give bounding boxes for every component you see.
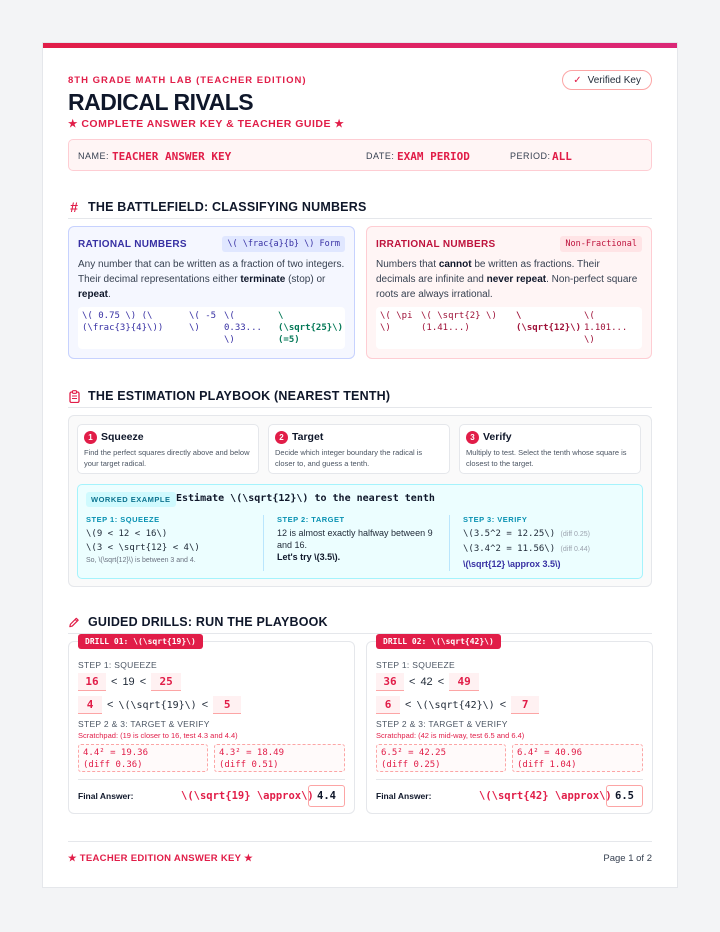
- period-label: PERIOD:: [510, 151, 551, 161]
- target-number: 19: [122, 676, 135, 688]
- final-answer-box[interactable]: 4.4: [308, 785, 345, 807]
- example-item: \( -5 \): [189, 311, 217, 333]
- worked-step-verify: [463, 515, 643, 569]
- step-label: STEP 2 & 3: TARGET & VERIFY: [376, 719, 508, 729]
- card-description: Any number that can be written as a fraction of two integers. Their decimal representations either terminate (stop) or repeat.: [78, 259, 345, 300]
- squeeze-roots-row: [78, 695, 241, 715]
- example-item: \( 0.33... \): [224, 311, 262, 345]
- squeeze-roots-row: [376, 695, 539, 715]
- less-than: <: [499, 699, 507, 711]
- divider: [376, 779, 643, 780]
- student-info-bar: [68, 139, 652, 171]
- section-estimation-header: [68, 385, 652, 408]
- page-title: RADICAL RIVALS: [68, 89, 254, 115]
- period-value: ALL: [552, 150, 572, 163]
- name-value: TEACHER ANSWER KEY: [112, 150, 232, 163]
- squeeze-squares-row: [376, 672, 479, 692]
- radical-expression: \(\sqrt{42}\): [416, 699, 495, 711]
- scratch-calc[interactable]: 4.3² = 18.49 (diff 0.51): [214, 744, 345, 772]
- step-name: Squeeze: [101, 431, 144, 443]
- drill-tag: DRILL 01: \(\sqrt{19}\): [78, 634, 203, 649]
- hash-icon: #: [70, 199, 78, 215]
- less-than: <: [409, 676, 416, 688]
- scratch-calc[interactable]: 6.4² = 40.96 (diff 1.04): [512, 744, 643, 772]
- page-number: Page 1 of 2: [603, 853, 652, 864]
- name-label: NAME:: [78, 151, 110, 161]
- drill-card-2: [366, 637, 653, 814]
- inequality-line: \(9 < 12 < 16\): [86, 529, 168, 539]
- step-label: STEP 2 & 3: TARGET & VERIFY: [78, 719, 210, 729]
- verified-text: Verified Key: [587, 74, 641, 86]
- answer-blank[interactable]: 4: [78, 696, 102, 714]
- step-label: STEP 1: SQUEEZE: [78, 660, 157, 670]
- worked-example: [77, 484, 643, 579]
- examples-box: [78, 307, 345, 349]
- playbook-step-squeeze: [77, 424, 259, 474]
- footer-divider: [68, 841, 652, 842]
- target-number: 42: [420, 676, 433, 688]
- step-label: STEP 2: TARGET: [277, 515, 345, 524]
- step-description: Find the perfect squares directly above and below your target radical.: [84, 448, 250, 468]
- step-note: So, \(\sqrt{12}\) is between 3 and 4.: [86, 557, 196, 564]
- scratchpad-note: Scratchpad: (19 is closer to 16, test 4.3 and 4.4): [78, 731, 238, 740]
- answer-blank[interactable]: 36: [376, 673, 404, 691]
- scratch-calc[interactable]: 4.4² = 19.36 (diff 0.36): [78, 744, 208, 772]
- final-answer-label: Final Answer:: [376, 791, 432, 801]
- less-than: <: [111, 676, 118, 688]
- less-than: <: [139, 676, 147, 688]
- section-title: GUIDED DRILLS: RUN THE PLAYBOOK: [88, 615, 328, 629]
- example-item: \ (\sqrt{12}\): [516, 311, 582, 333]
- step-number: 3: [466, 431, 479, 444]
- scratch-calc[interactable]: 6.5² = 42.25 (diff 0.25): [376, 744, 506, 772]
- answer-blank[interactable]: 5: [213, 696, 241, 714]
- less-than: <: [107, 699, 114, 711]
- page-subtitle: ★ COMPLETE ANSWER KEY & TEACHER GUIDE ★: [68, 118, 345, 130]
- step-number: 2: [275, 431, 288, 444]
- date-value: EXAM PERIOD: [397, 150, 470, 163]
- step-guess: Let's try \(3.5\).: [277, 552, 341, 562]
- example-item: \( \sqrt{2} \) (1.41...): [421, 311, 497, 333]
- answer-blank[interactable]: 49: [449, 673, 479, 691]
- verified-badge: [562, 70, 652, 90]
- date-label: DATE:: [366, 151, 395, 161]
- irrational-numbers-card: [366, 226, 652, 359]
- less-than: <: [201, 699, 209, 711]
- inequality-line: \(3 < \sqrt{12} < 4\): [86, 543, 200, 553]
- step-description: Multiply to test. Select the tenth whose square is closest to the target.: [466, 448, 627, 468]
- answer-blank[interactable]: 7: [511, 696, 539, 714]
- worked-step-target: [277, 515, 447, 563]
- clipboard-icon: [68, 389, 80, 403]
- worked-result: \(\sqrt{12} \approx 3.5\): [463, 559, 561, 569]
- card-title: IRRATIONAL NUMBERS: [376, 239, 496, 250]
- example-item: \( 0.75 \) (\ (\frac{3}{4}\)): [82, 311, 164, 333]
- estimation-playbook: [68, 415, 652, 587]
- step-name: Target: [292, 431, 324, 443]
- playbook-step-target: [268, 424, 450, 474]
- section-title: THE ESTIMATION PLAYBOOK (NEAREST TENTH): [88, 389, 391, 403]
- card-title: RATIONAL NUMBERS: [78, 239, 187, 250]
- playbook-step-verify: [459, 424, 641, 474]
- step-text: 12 is almost exactly halfway between 9 and 16.: [277, 528, 433, 550]
- step-label: STEP 3: VERIFY: [463, 515, 528, 524]
- examples-box: [376, 307, 642, 349]
- divider: [78, 779, 345, 780]
- less-than: <: [437, 676, 445, 688]
- rational-numbers-card: [68, 226, 355, 359]
- drill-tag: DRILL 02: \(\sqrt{42}\): [376, 634, 501, 649]
- drill-card-1: [68, 637, 355, 814]
- verify-line: \(3.5^2 = 12.25\) (diff 0.25): [463, 529, 590, 539]
- form-tag: \( \frac{a}{b} \) Form: [222, 236, 345, 252]
- worked-example-title: Estimate \(\sqrt{12}\) to the nearest tenth: [176, 493, 435, 504]
- section-drills-header: [68, 611, 652, 634]
- pencil-icon: [68, 615, 80, 629]
- step-description: Decide which integer boundary the radical is closer to, and guess a tenth.: [275, 448, 423, 468]
- section-classifying-header: [68, 196, 652, 219]
- answer-blank[interactable]: 6: [376, 696, 400, 714]
- scratchpad-note: Scratchpad: (42 is mid-way, test 6.5 and 6.4): [376, 731, 525, 740]
- worked-example-badge: WORKED EXAMPLE: [86, 492, 176, 507]
- answer-blank[interactable]: 16: [78, 673, 106, 691]
- footer-label: ★ TEACHER EDITION ANSWER KEY ★: [68, 853, 253, 864]
- less-than: <: [405, 699, 412, 711]
- edition-label: 8TH GRADE MATH LAB (TEACHER EDITION): [68, 75, 307, 86]
- form-tag: Non-Fractional: [560, 236, 642, 252]
- card-description: Numbers that cannot be written as fractions. Their decimals are infinite and never repeat. Non-perfect square roots are always irrational.: [376, 259, 638, 300]
- worksheet-page: [42, 42, 678, 888]
- answer-blank[interactable]: 25: [151, 673, 181, 691]
- column-divider: [449, 515, 450, 571]
- final-answer-label: Final Answer:: [78, 791, 134, 801]
- section-title: THE BATTLEFIELD: CLASSIFYING NUMBERS: [88, 200, 367, 214]
- verify-line: \(3.4^2 = 11.56\) (diff 0.44): [463, 544, 590, 554]
- step-name: Verify: [483, 431, 512, 443]
- step-label: STEP 1: SQUEEZE: [376, 660, 455, 670]
- worked-step-squeeze: [86, 515, 256, 564]
- radical-expression: \(\sqrt{19}\): [118, 699, 197, 711]
- example-item: \( 1.101... \): [584, 311, 628, 345]
- final-answer-box[interactable]: 6.5: [606, 785, 643, 807]
- check-icon: ✓: [573, 74, 582, 86]
- step-number: 1: [84, 431, 97, 444]
- squeeze-squares-row: [78, 672, 181, 692]
- final-expression: \(\sqrt{42} \approx\): [479, 790, 612, 802]
- final-expression: \(\sqrt{19} \approx\): [181, 790, 314, 802]
- step-label: STEP 1: SQUEEZE: [86, 515, 160, 524]
- example-item: \( \pi \): [380, 311, 413, 333]
- example-item: \ (\sqrt{25}\) (=5): [278, 311, 344, 345]
- column-divider: [263, 515, 264, 571]
